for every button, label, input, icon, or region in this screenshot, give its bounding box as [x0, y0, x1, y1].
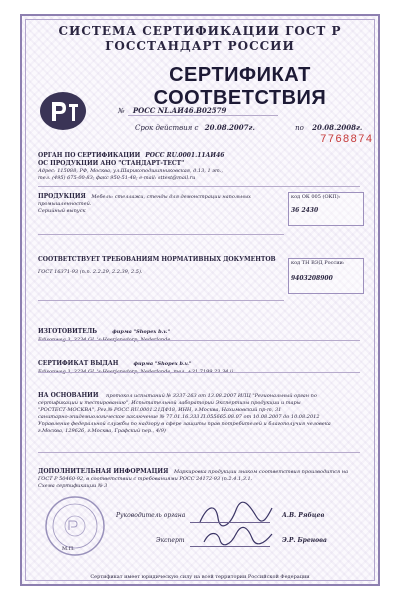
issued-to-name: фирма "Shopex b.v." — [133, 361, 192, 367]
head-label: Руководитель органа — [116, 512, 186, 519]
registration-number — [118, 106, 226, 115]
validity-period — [135, 123, 362, 132]
tnved-label: код ТН ВЭД России: — [291, 260, 345, 266]
expert-label: Эксперт — [156, 537, 185, 544]
basis-label: НА ОСНОВАНИИ — [38, 392, 99, 399]
system-line-2: ГОССТАНДАРТ РОССИИ — [105, 39, 295, 53]
manufacturer-label: ИЗГОТОВИТЕЛЬ — [38, 328, 98, 335]
tnved-code: 9403208900 — [291, 275, 333, 282]
expert-sign-line — [190, 546, 270, 547]
basis-line-4: санитарно-эпидемиологическое заключение № 77.01.16.333.П.055665.08.07 от 10.08.2007 до 10.08.2012 — [38, 414, 320, 420]
divider-3 — [38, 300, 284, 301]
head-sign-line — [190, 522, 270, 523]
product-text-2: промышленностей. — [38, 201, 92, 207]
manufacturer-address: Edisonweg 3, 3234 GL 's-Heerjansdorp, Nederlande — [38, 337, 171, 343]
okp-code-box — [288, 192, 364, 226]
extra-label: ДОПОЛНИТЕЛЬНАЯ ИНФОРМАЦИЯ — [38, 468, 169, 475]
product-text-1: Мебель: стеллажи, стенды для демонстрации напольных — [91, 194, 251, 200]
validity-label: Срок действия с — [135, 124, 199, 132]
product-text-3: Серийный выпуск — [38, 208, 86, 214]
certificate-title: СЕРТИФИКАТ СООТВЕТСТВИЯ — [153, 64, 327, 109]
extra-info-section — [38, 468, 362, 490]
extra-line-1: Маркировка продукции знаком соответствия производится на — [173, 469, 349, 475]
compliance-label: СООТВЕТСТВУЕТ ТРЕБОВАНИЯМ НОРМАТИВНЫХ ДОКУМЕНТОВ — [38, 256, 276, 263]
tnved-code-box — [288, 258, 364, 294]
product-label: ПРОДУКЦИЯ — [38, 193, 86, 200]
organ-section — [38, 152, 338, 182]
basis-line-5: Управление федеральной службы по надзору в сфере защиты прав потребителей и благополучия человека — [38, 421, 331, 427]
divider-5 — [38, 372, 360, 373]
footer-note: Сертификат имеет юридическую силу на всей территории Российской Федерации — [90, 574, 310, 580]
expert-name: Э.Р. Бренова — [282, 537, 327, 544]
number-underline — [128, 115, 278, 116]
stamp-label: М.П. — [62, 546, 75, 552]
divider-6 — [38, 452, 360, 453]
basis-line-1: протокол испытаний № 3337-263 от 13.08.2007 ИЛЦ "Региональный орган по — [106, 393, 317, 399]
number-label: № — [118, 107, 125, 115]
valid-to-label: по — [295, 124, 304, 132]
valid-from: 20.08.2007г. — [204, 123, 255, 132]
divider-1 — [38, 186, 360, 187]
system-header — [30, 24, 370, 54]
okp-code: 36 2430 — [291, 207, 319, 214]
head-name: А.В. Рябцев — [282, 512, 325, 519]
extra-line-2: ГОСТ Р 50460-92, в соответствии с требованиями РОСС 24172-93 (п.2.4.1,3.1. — [38, 476, 253, 482]
serial-number: 7768874 — [320, 134, 374, 146]
issued-to-address: Edisonweg 3, 3234 GL 's-Heerjansdorp, Nederlande, тел. +31 7199 23 34 ii — [38, 369, 234, 375]
basis-line-2: сертификации и тестированию", Испытательной лаборатории Экспертизы продукции и тары — [38, 400, 301, 406]
compliance-section — [38, 256, 288, 276]
organ-line-2: ОС ПРОДУКЦИИ АНО "СТАНДАРТ-ТЕСТ" — [38, 160, 185, 167]
basis-line-6: г.Москва, 129626, г.Москва, Графский пер., 4/9) — [38, 428, 166, 434]
organ-label: ОРГАН ПО СЕРТИФИКАЦИИ — [38, 152, 141, 159]
organ-line-4: тел. (495) 675-00-83; факс 950-51-48; e-mail: sttest@mail.ru — [38, 175, 196, 181]
system-line-1: СИСТЕМА СЕРТИФИКАЦИИ ГОСТ Р — [58, 24, 342, 38]
compliance-text: ГОСТ 16371-93 (п.п. 2.2.29, 2.2.39, 2.5). — [38, 269, 143, 275]
product-section — [38, 193, 283, 215]
divider-2 — [38, 234, 284, 235]
organ-line-3: Адрес: 115088, РФ, Москва, ул.Шарикоподшипниковская, д.13, 1 эт., — [38, 168, 223, 174]
gost-pct-logo — [38, 90, 88, 132]
extra-line-3: Схема сертификации № 3 — [38, 483, 108, 489]
issued-to-label: СЕРТИФИКАТ ВЫДАН — [38, 360, 119, 367]
official-stamp — [44, 495, 106, 557]
organ-line-1: РОСС RU.0001.11АИ46 — [145, 152, 225, 159]
basis-line-3: "РОСТЕСТ-МОСКВА", Рег.№ РОСС RU.0001.21ДФ18, ИНН, г.Москва, Нахимовский пр-т, 31 — [38, 407, 282, 413]
divider-4 — [38, 340, 360, 341]
okp-label: код ОК 005 (ОКП): — [291, 194, 341, 200]
number-value: РОСС NL.АИ46.В02579 — [132, 106, 227, 115]
basis-section — [38, 392, 362, 435]
manufacturer-name: фирма "Shopex b.v." — [112, 329, 171, 335]
valid-to: 20.08.2008г. — [312, 123, 363, 132]
